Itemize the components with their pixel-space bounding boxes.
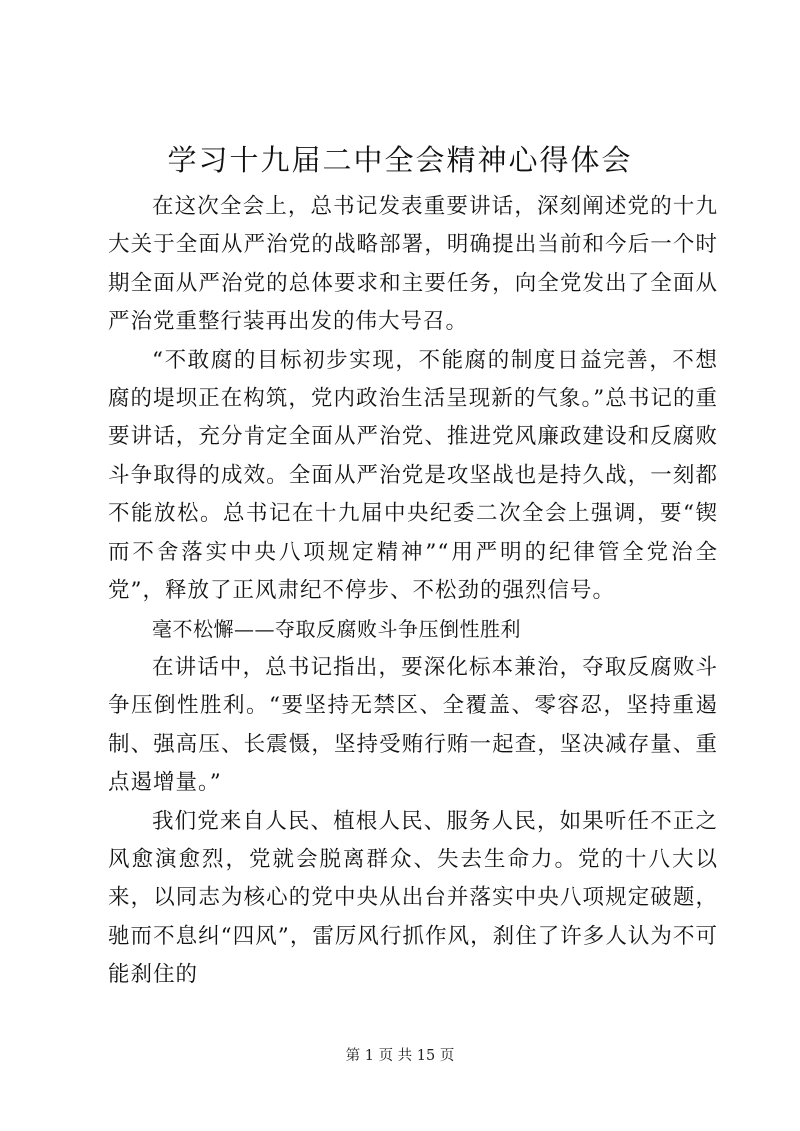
paragraph-3: 在讲话中，总书记指出，要深化标本兼治，夺取反腐败斗争压倒性胜利。“要坚持无禁区、全覆盖、零容忍，坚持重遏制、强高压、长震慑，坚持受贿行贿一起查，坚决减存量、重点遏增量。” <box>108 654 718 796</box>
document-title: 学习十九届二中全会精神心得体会 <box>167 143 633 177</box>
document-body <box>108 188 718 995</box>
paragraph-2: “不敢腐的目标初步实现，不能腐的制度日益完善，不想腐的堤坝正在构筑，党内政治生活呈现新的气象。”总书记的重要讲话，充分肯定全面从严治党、推进党风廉政建设和反腐败斗争取得的成效。全面从严治党是攻坚战也是持久战，一刻都不能放松。总书记在十九届中央纪委二次全会上强调，要“锲而不舍落实中央八项规定精神”“用严明的纪律管全党治全党”，释放了正风肃纪不停步、不松劲的强烈信号。 <box>108 347 718 604</box>
paragraph-4: 我们党来自人民、植根人民、服务人民，如果听任不正之风愈演愈烈，党就会脱离群众、失去生命力。党的十八大以来，以同志为核心的党中央从出台并落实中央八项规定破题，驰而不息纠“四风”，雷厉风行抓作风，刹住了许多人认为不可能刹住的 <box>108 808 718 988</box>
page-number-footer: 第 1 页 共 15 页 <box>345 1048 455 1064</box>
section-subheading: 毫不松懈——夺取反腐败斗争压倒性胜利 <box>152 617 521 642</box>
paragraph-1: 在这次全会上，总书记发表重要讲话，深刻阐述党的十九大关于全面从严治党的战略部署，明确提出当前和今后一个时期全面从严治党的总体要求和主要任务，向全党发出了全面从严治党重整行装再出发的伟大号召。 <box>108 194 718 335</box>
